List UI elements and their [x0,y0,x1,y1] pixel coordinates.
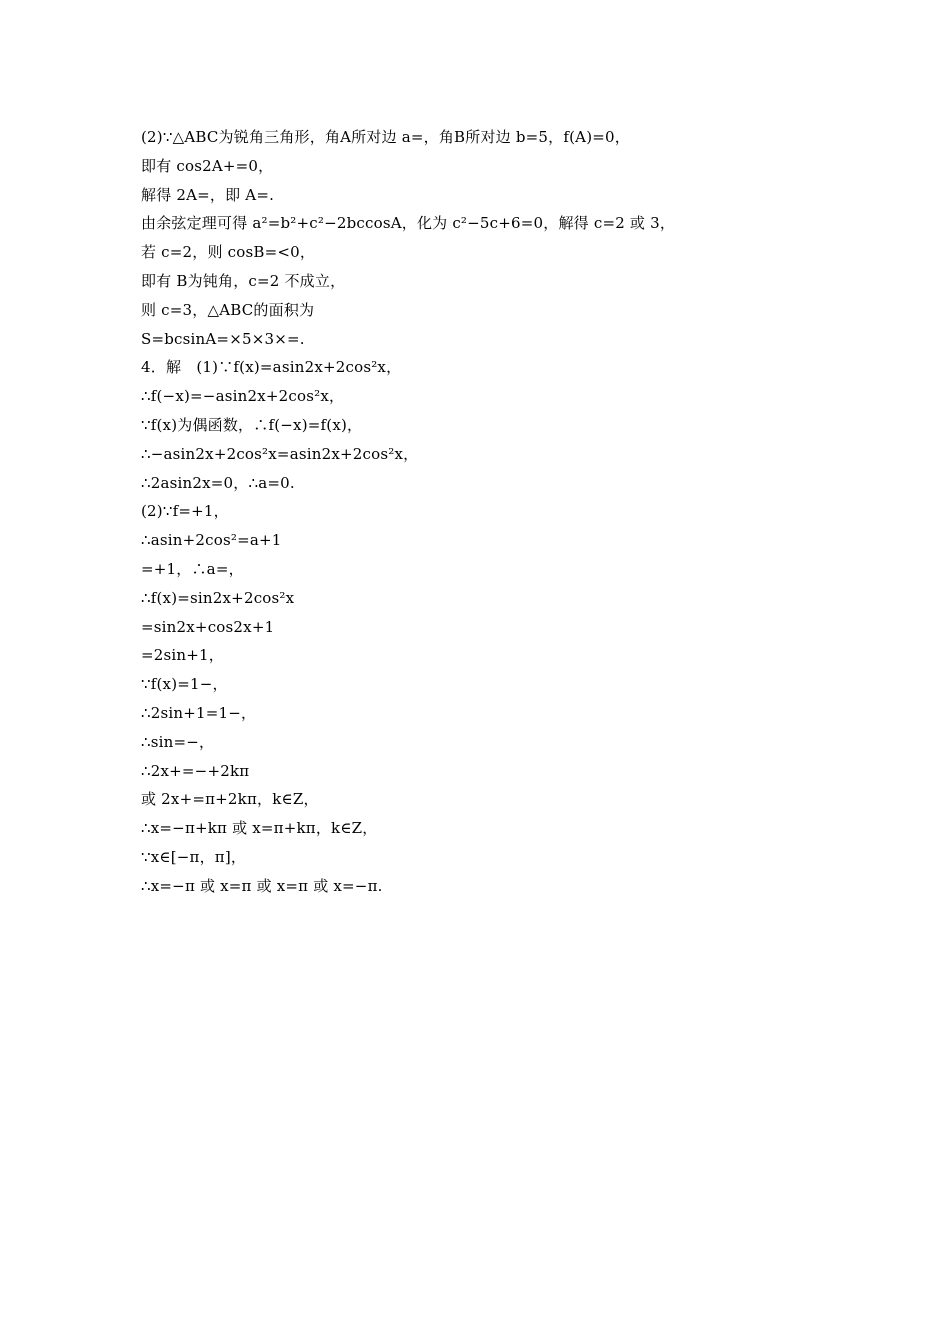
text-line: 则 c=3，△ABC的面积为 [141,300,315,319]
text-line: ∴−asin2x+2cos²x=asin2x+2cos²x， [141,444,419,463]
text-line: ∴asin+2cos²=a+1 [141,531,282,550]
text-line: 由余弦定理可得 a²=b²+c²−2bccosA，化为 c²−5c+6=0，解得 c=2 或 3， [141,214,676,233]
text-line: =sin2x+cos2x+1 [141,617,275,636]
text-line: ∴x=−π 或 x=π 或 x=π 或 x=−π. [141,876,383,895]
text-line: ∴x=−π+kπ 或 x=π+kπ，k∈Z， [141,819,378,838]
text-line: S=bcsinA=×5×3×=. [141,329,305,348]
text-line: =2sin+1， [141,646,224,665]
text-line: 4．解 (1)∵f(x)=asin2x+2cos²x， [141,358,402,377]
text-line: 即有 cos2A+=0， [141,156,274,175]
text-line: (2)∵f=+1， [141,502,229,521]
text-line: ∴f(−x)=−asin2x+2cos²x， [141,387,345,406]
text-line: ∴sin=−， [141,732,215,751]
text-line: ∵f(x)=1−， [141,675,228,694]
text-line: 即有 B为钝角，c=2 不成立， [141,271,346,290]
text-line: 或 2x+=π+2kπ，k∈Z， [141,790,319,809]
text-line: ∴2asin2x=0，∴a=0. [141,473,295,492]
text-line: ∴2sin+1=1−， [141,703,257,722]
text-line: ∴2x+=−+2kπ [141,761,250,780]
text-line: (2)∵△ABC为锐角三角形，角A所对边 a=，角B所对边 b=5，f(A)=0， [141,128,630,146]
solution-text [141,123,881,901]
text-line: 解得 2A=，即 A=. [141,185,275,204]
text-line: =+1，∴a=， [141,559,244,578]
text-line: ∵x∈[−π，π]， [141,847,247,866]
text-line: 若 c=2，则 cosB=<0， [141,243,316,262]
text-line: ∵f(x)为偶函数，∴f(−x)=f(x)， [141,415,363,434]
text-line: ∴f(x)=sin2x+2cos²x [141,588,295,607]
